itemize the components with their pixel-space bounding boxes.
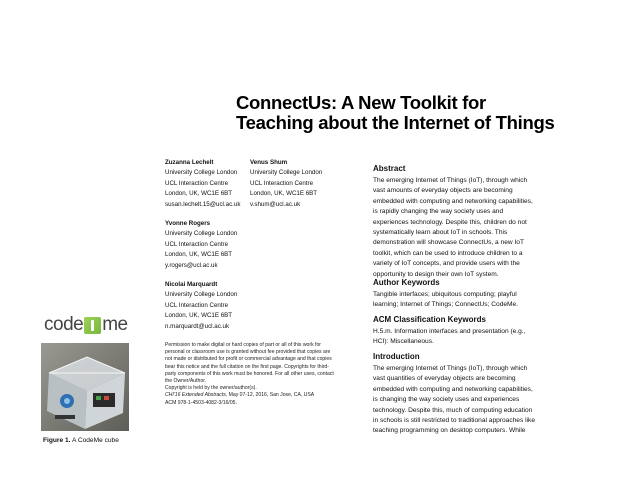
authors-right-column <box>250 158 322 219</box>
intro-heading: Introduction <box>373 352 420 361</box>
intro-line: is changing the way society uses and experiences <box>373 396 520 404</box>
author-affiliation: University College London <box>165 291 238 299</box>
acm-line: H.5.m. Information interfaces and presentation (e.g., <box>373 328 526 335</box>
abstract-line: demonstration will showcase ConnectUs, a new IoT <box>373 239 524 247</box>
intro-line: technology. Despite this, much of computing education <box>373 406 533 414</box>
author-email: v.shum@ucl.ac.uk <box>250 200 301 208</box>
author-email: susan.lechelt.15@ucl.ac.uk <box>165 200 241 208</box>
intro-line: embedded with computing and networking capabilities, <box>373 385 533 393</box>
intro-line: The emerging Internet of Things (IoT), through which <box>373 365 528 372</box>
permission-line: not made or distributed for profit or commercial advantage and that copies <box>165 356 332 363</box>
abstract-line: is rapidly changing the way society uses and <box>373 208 504 216</box>
codeme-logo <box>44 313 128 337</box>
intro-line: in schools is still restricted to traditional approaches like <box>373 417 535 425</box>
author-name: Nicolai Marquardt <box>165 281 218 289</box>
author-affiliation: University College London <box>250 169 323 177</box>
author-address: London, UK, WC1E 6BT <box>250 190 318 198</box>
keywords-line: learning; Internet of Things; ConnectUs; CodeMe. <box>373 301 519 309</box>
permission-notice <box>165 342 337 407</box>
cube-icon <box>84 317 101 334</box>
intro-line: vast quantities of everyday objects are becoming <box>373 375 516 383</box>
author-address: London, UK, WC1E 6BT <box>165 312 233 320</box>
author-department: UCL Interaction Centre <box>165 179 229 187</box>
author-affiliation: University College London <box>165 230 238 238</box>
abstract-line: vast amounts of everyday objects are becoming <box>373 187 513 195</box>
author-name: Yvonne Rogers <box>165 220 211 228</box>
figure-caption <box>43 437 119 444</box>
acm-line: HCI): Miscellaneous. <box>373 338 434 346</box>
author-block <box>165 280 240 332</box>
author-block <box>250 158 322 210</box>
abstract-line: experiences technology. Despite this, children do not <box>373 218 527 226</box>
abstract-section <box>373 164 593 280</box>
authors-left-column <box>165 158 240 341</box>
figure-text: A CodeMe cube <box>71 437 119 444</box>
acm-classification-section <box>373 315 593 348</box>
author-affiliation: University College London <box>165 169 238 177</box>
author-department: UCL Interaction Centre <box>165 240 229 248</box>
paper-title <box>236 93 606 133</box>
author-address: London, UK, WC1E 6BT <box>165 251 233 259</box>
cube-photo-drawing <box>41 343 129 431</box>
acm-heading: ACM Classification Keywords <box>373 315 486 324</box>
introduction-section <box>373 352 593 437</box>
author-name: Zuzanna Lechelt <box>165 159 214 166</box>
permission-line: party components of this work must be honored. For all other uses, contact <box>165 370 334 377</box>
author-email: y.rogers@ucl.ac.uk <box>165 261 218 269</box>
permission-line: personal or classroom use is granted without fee provided that copies are <box>165 349 331 356</box>
author-department: UCL Interaction Centre <box>250 179 314 187</box>
abstract-line: The emerging Internet of Things (IoT), through which <box>373 177 528 184</box>
logo-text-code: code <box>44 314 84 335</box>
abstract-line: systematically learn about IoT in schools. This <box>373 229 508 237</box>
venue-details: , May 07-12, 2016, San Jose, CA, USA <box>225 392 315 399</box>
author-name: Venus Shum <box>250 159 288 166</box>
author-email: n.marquardt@ucl.ac.uk <box>165 322 230 330</box>
permission-line: Permission to make digital or hard copies of part or all of this work for <box>165 342 321 348</box>
abstract-line: embedded with computing and networking capabilities, <box>373 197 533 205</box>
abstract-line: toolkit, which can be used to introduce children to a <box>373 249 523 257</box>
keywords-heading: Author Keywords <box>373 278 440 287</box>
author-address: London, UK, WC1E 6BT <box>165 190 233 198</box>
abstract-line: opportunity to design their own IoT system. <box>373 270 499 278</box>
author-block <box>165 158 240 210</box>
abstract-heading: Abstract <box>373 164 406 173</box>
author-department: UCL Interaction Centre <box>165 301 229 309</box>
abstract-line: variety of IoT concepts, and provide users with the <box>373 260 520 268</box>
codeme-cube-photo <box>41 343 129 431</box>
keywords-line: Tangible interfaces; ubiquitous computing; playful <box>373 291 517 298</box>
logo-text-me: me <box>102 314 128 335</box>
venue-line <box>165 392 337 399</box>
permission-line: bear this notice and the full citation on the first page. Copyrights for third- <box>165 363 329 370</box>
title-line-1: ConnectUs: A New Toolkit for <box>236 92 486 113</box>
permission-line: the Owner/Author. <box>165 378 207 385</box>
title-line-2: Teaching about the Internet of Things <box>236 112 555 133</box>
author-block <box>165 219 240 271</box>
figure-label: Figure 1. <box>43 437 71 444</box>
intro-line: teaching programming on desktop computers. While <box>373 427 526 435</box>
permission-line: Copyright is held by the owner/author(s). <box>165 385 257 392</box>
keywords-section <box>373 278 593 311</box>
acm-isbn: ACM 978-1-4503-4082-3/16/05. <box>165 399 237 406</box>
venue-name: CHI'16 Extended Abstracts <box>165 392 226 399</box>
